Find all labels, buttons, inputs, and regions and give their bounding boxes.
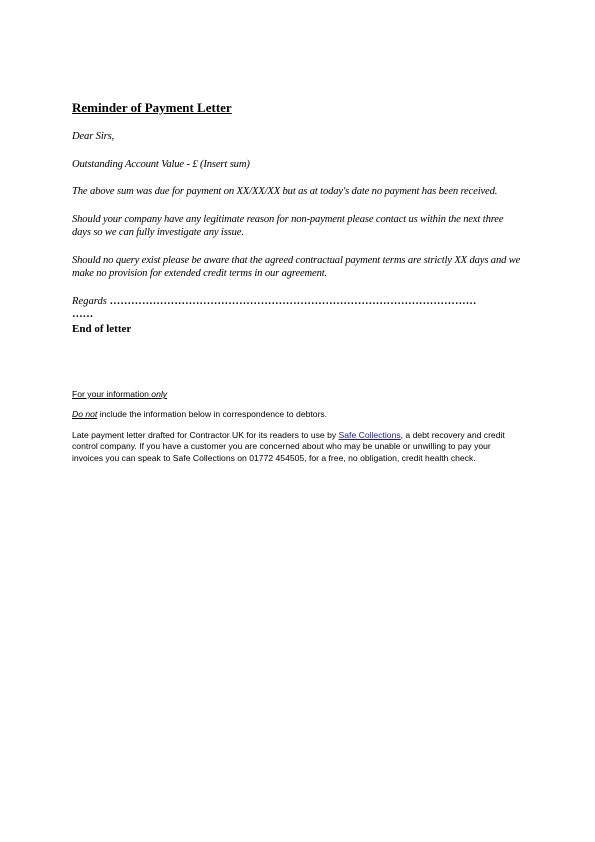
account-value-line: Outstanding Account Value - £ (Insert sum) [72, 158, 250, 170]
info-note [72, 409, 524, 421]
info-heading [72, 388, 524, 400]
info-section [72, 388, 524, 473]
info-note-text: include the information below in correspondence to debtors. [97, 409, 328, 419]
paragraph-contact: Should your company have any legitimate reason for non-payment please contact us within the next three days so we can fully investigate any issue. [72, 213, 504, 238]
info-heading-text: For your information [72, 389, 152, 399]
salutation: Dear Sirs, [72, 131, 115, 142]
paragraph-due-date: The above sum was due for payment on XX/XX/XX but as at today's date no payment has been received. [72, 186, 498, 197]
info-note-emphasis: Do not [72, 409, 98, 419]
letter-title: Reminder of Payment Letter [72, 100, 232, 115]
safe-collections-link[interactable]: Safe Collections [338, 429, 401, 440]
end-of-letter: End of letter [72, 322, 132, 335]
info-body [72, 430, 524, 465]
regards-label: Regards [72, 295, 107, 307]
signature-dots-continued: …… [72, 309, 94, 320]
paragraph-terms: Should no query exist please be aware that the agreed contractual payment terms are strictly XX days and we make no provision for extended credit terms in our agreement. [72, 254, 521, 279]
info-heading-only: only [151, 389, 168, 399]
signature-dots: ………………………………………………………………………………………… [109, 295, 477, 307]
info-body-start: Late payment letter drafted for Contractor UK for its readers to use by [72, 429, 339, 440]
info-body-end: , a debt recovery and credit control company. If you have a customer you are concerned about who may be unable or unwilling to pay your invoices you can speak to Safe Collections on 01772 454505, for a free, no obligation, credit health check. [72, 429, 505, 463]
letter-body [72, 100, 524, 336]
regards-line [72, 295, 524, 309]
